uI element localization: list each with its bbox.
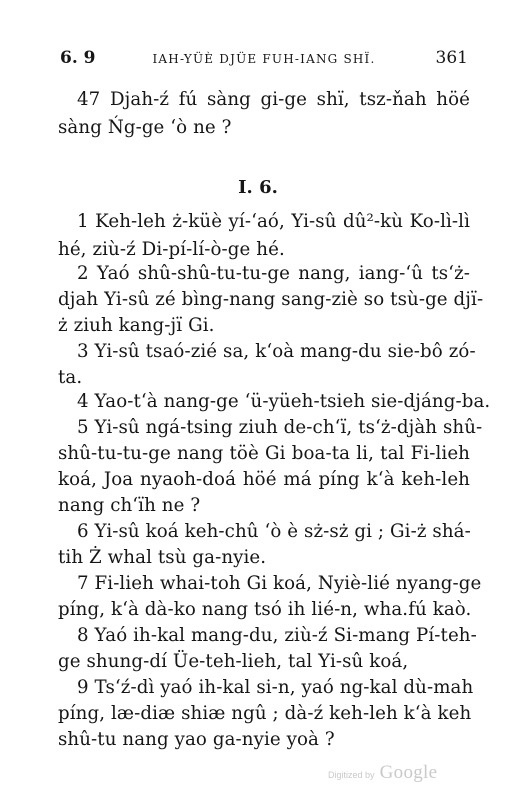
verse-line: 47 Djah-ź fú sàng gi-ge shï, tsz-ňah höé — [77, 89, 470, 110]
verse-line: 6 Yi-sû koá keh-chû ʻò è sż-sż gi ; Gi-ż shá- — [77, 521, 471, 542]
verse-line: 2 Yaó shû-shû-tu-tu-ge nang, iang-ʻû ts‘ż- — [77, 263, 470, 284]
running-title: IAH-YÜÈ DJÜE FUH-IANG SHÏ. — [152, 52, 376, 66]
verse-line: 9 Ts‘ź-dì yaó ih-kal si-n, yaó ng-kal dù-mah — [77, 677, 474, 698]
verse-line: tih Ż whal tsù ga-nyie. — [58, 547, 267, 568]
page-number: 361 — [435, 48, 468, 68]
chapter-verse-ref: 6. 9 — [60, 48, 96, 68]
verse-line: ż ziuh kang-jï Gi. — [58, 315, 215, 336]
verse-line: sàng Ńg-ge ʻò ne ? — [58, 117, 232, 138]
verse-line: hé, ziù-ź Di-pí-lí-ò-ge hé. — [58, 239, 285, 260]
digitized-by-google-watermark — [328, 762, 437, 784]
verse-line: nang ch‘ïh ne ? — [58, 495, 201, 516]
verse-line: ge shung-dí Üe-teh-lieh, tal Yi-sû koá, — [58, 651, 409, 672]
chapter-heading: I. 6. — [238, 177, 278, 198]
verse-line: 4 Yao-t‘à nang-ge ʻü-yüeh-tsieh sie-djáng-ba. — [77, 391, 491, 412]
verse-line: 1 Keh-leh ż-küè yí-ʻaó, Yi-sû dû²-kù Ko-lì-lì — [77, 211, 470, 232]
verse-line: koá, Joa nyaoh-doá höé má píng k‘à keh-leh — [58, 469, 470, 490]
google-logo: Google — [379, 762, 438, 783]
verse-line: ta. — [58, 367, 83, 388]
verse-line: djah Yi-sû zé bìng-nang sang-ziè so tsù-ge djï- — [58, 289, 484, 310]
verse-line: 5 Yi-sû ngá-tsing ziuh de-ch‘ï, ts‘ż-djàh shû- — [77, 417, 483, 438]
verse-line: 8 Yaó ih-kal mang-du, ziù-ź Si-mang Pí-teh- — [77, 625, 477, 646]
verse-line: shû-tu-tu-ge nang töè Gi boa-ta li, tal Fi-lieh — [58, 443, 470, 464]
watermark-prefix: Digitized by — [328, 770, 375, 780]
verse-line: píng, k‘à dà-ko nang tsó ih lié-n, wha.fú kaò. — [58, 599, 472, 620]
verse-line: 3 Yi-sû tsaó-zié sa, k‘oà mang-du sie-bô zó- — [77, 341, 476, 362]
verse-line: píng, læ-diæ shiæ ngû ; dà-ź keh-leh k‘à keh — [58, 703, 472, 724]
verse-line: shû-tu nang yao ga-nyie yoà ? — [58, 729, 335, 750]
running-header — [60, 46, 468, 70]
verse-line: 7 Fi-lieh whai-toh Gi koá, Nyiè-lié nyang-ge — [77, 573, 482, 594]
